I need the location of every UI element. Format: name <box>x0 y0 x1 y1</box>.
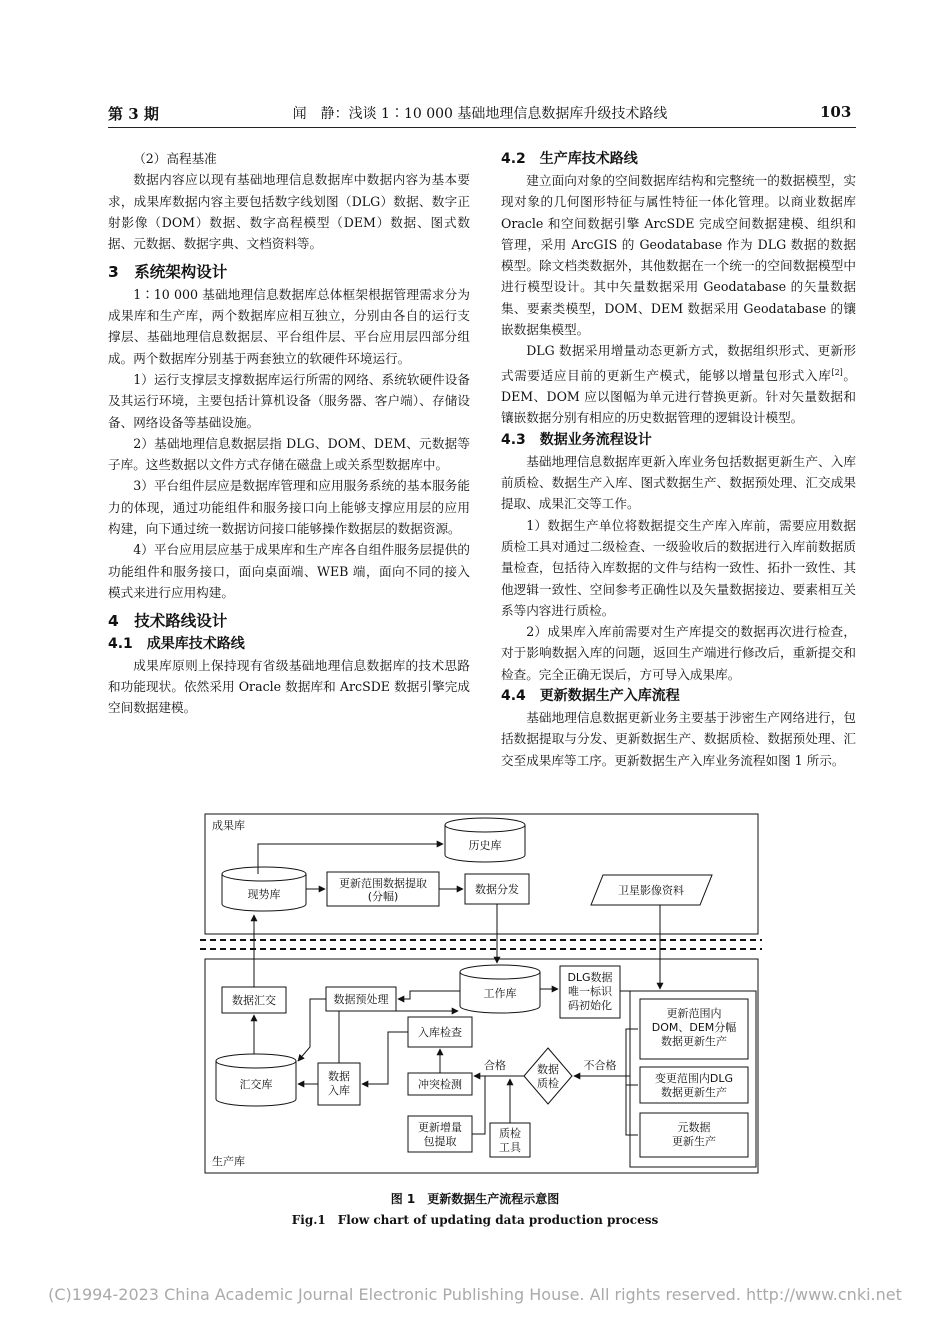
preprocess-label: 数据预处理 <box>333 993 389 1006</box>
paragraph: 基础地理信息数据库更新入库业务包括数据更新生产、入库前质检、数据生产入库、图式数据生产、数据预处理、汇交成果提取、成果汇交等工作。 <box>501 453 856 512</box>
paragraph: 2）成果库入库前需要对生产库提交的数据再次进行检查，对于影响数据入库的问题，返回生产端进行修改后，重新提交和检查。完全正确无误后，方可导入成果库。 <box>501 624 856 682</box>
aggregate-label: 数据汇交 <box>232 994 276 1007</box>
figure-1 <box>200 811 762 1177</box>
paragraph: 2）基础地理信息数据层指 DLG、DOM、DEM、元数据等子库。这些数据以文件方式存储在磁盘上或关系型数据库中。 <box>108 435 470 473</box>
extract-label-line1: 更新范围数据提取 <box>339 877 427 890</box>
link-production-group <box>626 1029 638 1135</box>
qualified-label: 合格 <box>484 1059 506 1072</box>
qc-diamond <box>524 1048 572 1104</box>
section-4-1-heading: 4.1 成果库技术路线 <box>108 635 245 652</box>
dlg-init-label-line2: 唯一标识 <box>568 985 612 998</box>
data-in-label-line1: 数据 <box>328 1070 350 1083</box>
unqualified-label: 不合格 <box>583 1059 617 1072</box>
section-4-2-heading: 4.2 生产库技术路线 <box>501 151 638 167</box>
paragraph: 1）数据生产单位将数据提交生产库入库前，需要应用数据质检工具对通过二级检查、一级验收后的数据进行入库前数据质量检查，包括待入库数据的文件与结构一致性、拓扑一致性、其他逻辑一致性、空间参考正确性以及矢量数据接边、要素相互关系等内容进行质检。 <box>501 517 856 618</box>
arrow-workdb-to-preprocess <box>398 991 460 999</box>
arrow-current-to-history <box>258 844 443 874</box>
conflict-label: 冲突检测 <box>418 1078 462 1091</box>
qc-label-line2: 质检 <box>537 1077 559 1090</box>
satellite-label: 卫星影像资料 <box>618 884 684 897</box>
paragraph: 1∶10 000 基础地理信息数据库总体框架根据管理需求分为成果库和生产库，两个数据库应相互独立，分别由各自的运行支撑层、基础地理信息数据层、平台组件层、平台应用层四部分组成。两个数据库分别基于两套独立的软硬件环境运行。 <box>108 286 470 366</box>
current-db-label: 现势库 <box>247 888 281 901</box>
issue-number: 第 3 期 <box>108 105 159 123</box>
left-column <box>108 148 470 718</box>
paragraph: 建立面向对象的空间数据库结构和完整统一的数据模型，实现对象的几何图形特征与属性特征一体化管理。以商业数据库 Oracle 和空间数据引擎 ArcSDE 完成空间数据建模、组织和管理，采用 ArcGIS 的 Geodatabase 作为 DLG 数据的数据模型。除文档类数据外，其他数据在一个统一的空间数据模型中进行模型设计。其中矢量数据采用 Geodatabase 的矢量数据集、要素类模型，DOM、DEM 数据采用 Geodatabase 的镶嵌数据集模型。 <box>501 173 856 338</box>
meta-label-line2: 更新生产 <box>672 1135 716 1148</box>
figure-caption-en: Fig.1 Flow chart of updating data production process <box>291 1213 659 1227</box>
paragraph: 4）平台应用层应基于成果库和生产库各自组件服务层提供的功能组件和服务接口，面向桌面端、WEB 端，面向不同的接入模式来进行应用构建。 <box>108 542 470 600</box>
storage-check-label: 入库检查 <box>418 1026 462 1039</box>
copyright-footer: (C)1994-2023 China Academic Journal Electronic Publishing House. All rights reserved. http://www.cnki.net <box>48 1285 902 1304</box>
arrow-preprocess-to-summary <box>298 999 326 1061</box>
qc-tool-label-line2: 工具 <box>499 1141 521 1154</box>
paragraph <box>501 340 856 428</box>
paragraph: 数据内容应以现有基础地理信息数据库中数据内容为基本要求，成果库数据内容主要包括数字线划图（DLG）数据、数字正射影像（DOM）数据、数字高程模型（DEM）数据、图式数据、元数据、数据字典、文档资料等。 <box>108 172 470 252</box>
paragraph-text: DLG 数据采用增量动态更新方式，数据组织形式、更新形式需要适应目前的更新生产模式，能够以增量包形式入库 <box>501 343 856 383</box>
running-title: 闻 静：浅谈 1∶10 000 基础地理信息数据库升级技术路线 <box>292 106 668 122</box>
dlg-init-label-line3: 码初始化 <box>568 999 612 1012</box>
section-4-3-heading: 4.3 数据业务流程设计 <box>501 431 652 448</box>
dlg-init-label-line1: DLG数据 <box>567 971 613 984</box>
arrow-check-to-datain <box>362 1032 408 1084</box>
section-4-heading: 4 技术路线设计 <box>108 612 228 631</box>
section-4-4-heading: 4.4 更新数据生产入库流程 <box>501 688 680 705</box>
header-rule <box>108 127 856 128</box>
paragraph-text: 。DEM、DOM 应以图幅为单元进行替换更新。针对矢量数据和镶嵌数据分别有相应的历史数据管理的逻辑设计模型。 <box>501 367 857 426</box>
figure-caption-cn: 图 1 更新数据生产流程示意图 <box>390 1192 560 1206</box>
dlg-update-label-line1: 变更范围内DLG <box>654 1072 734 1085</box>
qc-label-line1: 数据 <box>537 1063 559 1076</box>
paragraph: 3）平台组件层应是数据库管理和应用服务系统的基本服务能力的体现，通过功能组件和服务接口向上能够支撑应用层的应用构建，向下通过统一数据访问接口能够操作数据层的数据资源。 <box>108 478 470 537</box>
link-incr-to-qc <box>472 1076 485 1134</box>
flow-chart <box>200 811 762 1177</box>
elevation-datum-title: （2）高程基准 <box>133 151 217 166</box>
paragraph: 基础地理信息数据更新业务主要基于涉密生产网络进行，包括数据提取与分发、更新数据生产、数据质检、数据预处理、汇交至成果库等工序。更新数据生产入库业务流程如图 1 所示。 <box>501 710 856 768</box>
dlg-update-label-line2: 数据更新生产 <box>661 1086 727 1099</box>
qc-tool-label-line1: 质检 <box>499 1127 521 1140</box>
zone-bottom-label: 生产库 <box>212 1155 245 1168</box>
section-3-heading: 3 系统架构设计 <box>108 263 228 282</box>
work-db-label: 工作库 <box>483 987 517 1000</box>
history-db-label: 历史库 <box>468 839 502 852</box>
summary-db-label: 汇交库 <box>239 1078 273 1091</box>
dom-update-label-line1: 更新范围内 <box>666 1007 722 1020</box>
incr-label-line1: 更新增量 <box>418 1121 462 1134</box>
page-number: 103 <box>820 103 852 121</box>
incr-label-line2: 包提取 <box>423 1135 457 1148</box>
distribute-label: 数据分发 <box>475 883 519 896</box>
dom-update-label-line2: DOM、DEM分幅 <box>651 1021 737 1034</box>
citation-ref[interactable]: [2] <box>831 367 843 377</box>
extract-label-line2: (分幅) <box>367 890 399 903</box>
data-in-label-line2: 入库 <box>328 1084 350 1097</box>
paragraph: 成果库原则上保持现有省级基础地理信息数据库的技术思路和功能现状。依然采用 Oracle 数据库和 ArcSDE 数据引擎完成空间数据建模。 <box>108 657 470 716</box>
meta-label-line1: 元数据 <box>677 1121 711 1134</box>
dom-update-label-line3: 数据更新生产 <box>661 1035 727 1048</box>
paragraph: 1）运行支撑层支撑数据库运行所需的网络、系统软硬件设备及其运行环境，主要包括计算机设备（服务器、客户端）、存储设备、网络设备等基础设施。 <box>108 371 470 430</box>
right-column <box>501 148 856 771</box>
zone-top-label: 成果库 <box>212 819 245 832</box>
